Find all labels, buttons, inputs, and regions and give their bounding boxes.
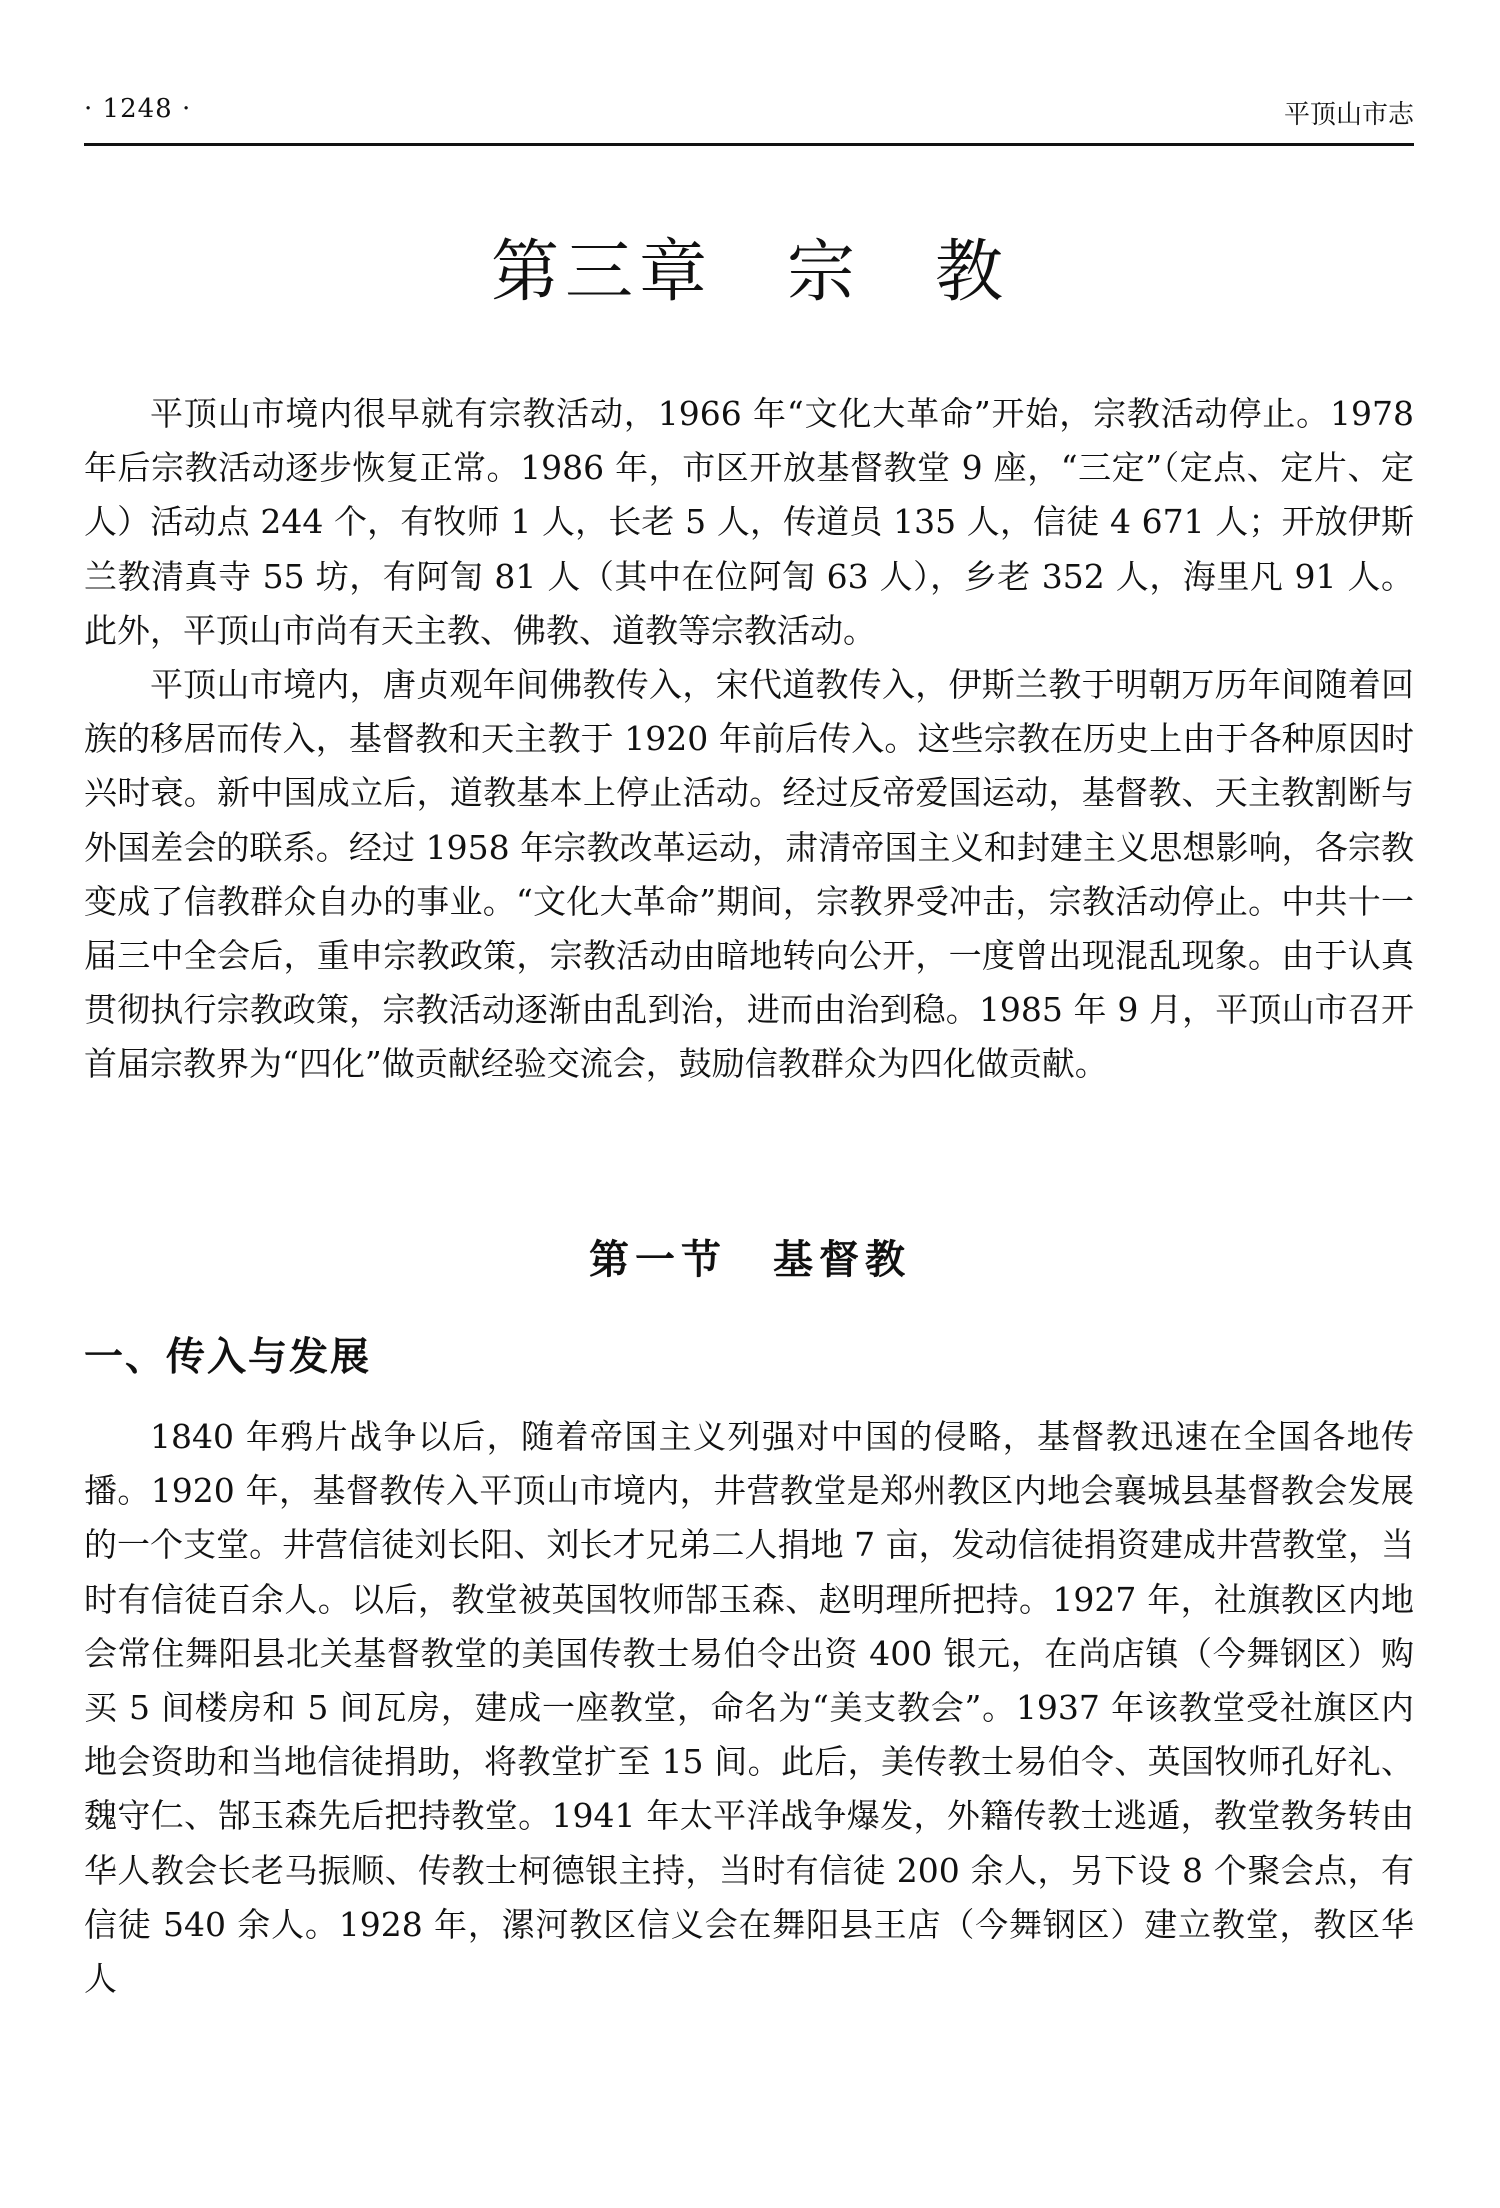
chapter-title: 第三章 宗 教 xyxy=(490,233,1009,312)
intro-paragraph-1: 平顶山市境内很早就有宗教活动，1966 年“文化大革命”开始，宗教活动停止。1978 年后宗教活动逐步恢复正常。1986 年，市区开放基督教堂 9 座，“三定”（定点、定片、定人）活动点 244 个，有牧师 1 人，长老 5 人，传道员 135 人，信徒 4 671 人；开放伊斯兰教清真寺 55 坊，有阿訇 81 人（其中在位阿訇 63 人），乡老 352 人，海里凡 91 人。此外，平顶山市尚有天主教、佛教、道教等宗教活动。 xyxy=(84,394,1414,650)
subsection-title: 一、传入与发展 xyxy=(84,1335,372,1380)
header-rule xyxy=(84,143,1414,146)
intro-text xyxy=(84,387,1414,1092)
page-number: · 1248 · xyxy=(84,94,192,124)
history-text xyxy=(84,1410,1414,2006)
running-book-title: 平顶山市志 xyxy=(1283,100,1414,130)
page-header xyxy=(84,88,1414,140)
intro-paragraph-2: 平顶山市境内，唐贞观年间佛教传入，宋代道教传入，伊斯兰教于明朝万历年间随着回族的移居而传入，基督教和天主教于 1920 年前后传入。这些宗教在历史上由于各种原因时兴时衰。新中国成立后，道教基本上停止活动。经过反帝爱国运动，基督教、天主教割断与外国差会的联系。经过 1958 年宗教改革运动，肃清帝国主义和封建主义思想影响，各宗教变成了信教群众自办的事业。“文化大革命”期间，宗教界受冲击，宗教活动停止。中共十一届三中全会后，重申宗教政策，宗教活动由暗地转向公开，一度曾出现混乱现象。由于认真贯彻执行宗教政策，宗教活动逐渐由乱到治，进而由治到稳。1985 年 9 月，平顶山市召开首届宗教界为“四化”做贡献经验交流会，鼓励信教群众为四化做贡献。 xyxy=(84,665,1414,1084)
history-paragraph-1: 1840 年鸦片战争以后，随着帝国主义列强对中国的侵略，基督教迅速在全国各地传播。1920 年，基督教传入平顶山市境内，井营教堂是郑州教区内地会襄城县基督教会发展的一个支堂。井营信徒刘长阳、刘长才兄弟二人捐地 7 亩，发动信徒捐资建成井营教堂，当时有信徒百余人。以后，教堂被英国牧师郜玉森、赵明理所把持。1927 年，社旗教区内地会常住舞阳县北关基督教堂的美国传教士易伯令出资 400 银元，在尚店镇（今舞钢区）购买 5 间楼房和 5 间瓦房，建成一座教堂，命名为“美支教会”。1937 年该教堂受社旗区内地会资助和当地信徒捐助，将教堂扩至 15 间。此后，美传教士易伯令、英国牧师孔好礼、魏守仁、郜玉森先后把持教堂。1941 年太平洋战争爆发，外籍传教士逃遁，教堂教务转由华人教会长老马振顺、传教士柯德银主持，当时有信徒 200 余人，另下设 8 个聚会点，有信徒 540 余人。1928 年，漯河教区信义会在舞阳县王店（今舞钢区）建立教堂，教区华人 xyxy=(84,1417,1414,1999)
section-title: 第一节 基督教 xyxy=(589,1236,911,1283)
